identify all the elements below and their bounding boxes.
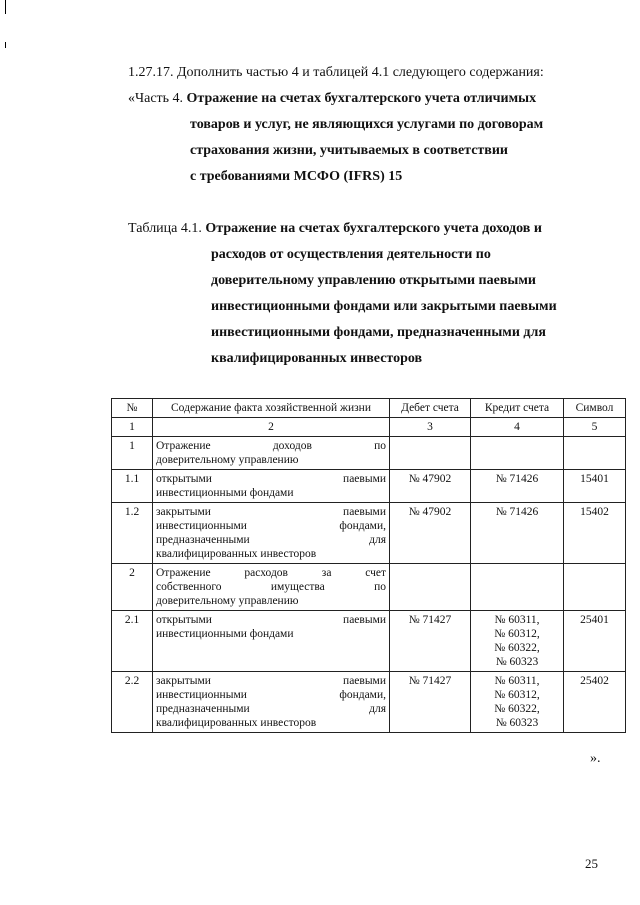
table-row	[112, 611, 626, 672]
description-line: закрытыми паевыми	[156, 675, 386, 687]
accounting-table	[111, 398, 626, 733]
header-symbol: Символ	[564, 399, 626, 418]
row-credit	[471, 672, 564, 733]
part-prefix: «Часть 4.	[128, 91, 184, 106]
column-number: 4	[471, 418, 564, 437]
credit-account: № 60311,	[494, 614, 540, 626]
description-line: доверительному управлению	[156, 454, 299, 466]
description-line: инвестиционными фондами	[156, 487, 294, 499]
description-line: инвестиционными фондами	[156, 628, 294, 640]
part-heading	[128, 90, 536, 108]
description-line: открытыми паевыми	[156, 614, 386, 626]
row-description	[153, 437, 390, 470]
row-debit: № 71427	[390, 672, 471, 733]
credit-account: № 60312,	[494, 628, 540, 640]
table-title-line: инвестиционными фондами или закрытыми паевыми	[211, 299, 557, 314]
row-debit	[390, 564, 471, 611]
header-number: №	[112, 399, 153, 418]
row-credit	[471, 470, 564, 503]
description-line: Отражение доходов по	[156, 440, 386, 452]
table-title-line: Отражение на счетах бухгалтерского учета доходов и	[205, 221, 542, 236]
header-description: Содержание факта хозяйственной жизни	[153, 399, 390, 418]
description-line: Отражение расходов за счет	[156, 567, 386, 579]
table-row	[112, 672, 626, 733]
credit-account: № 60323	[495, 717, 539, 729]
row-debit	[390, 437, 471, 470]
description-line: собственного имущества по	[156, 581, 386, 593]
row-credit	[471, 564, 564, 611]
row-number: 1.1	[112, 470, 153, 503]
row-debit: № 47902	[390, 503, 471, 564]
row-number: 2.1	[112, 611, 153, 672]
row-number: 1	[112, 437, 153, 470]
row-description	[153, 611, 390, 672]
description-line: инвестиционными фондами,	[156, 520, 386, 532]
header-credit: Кредит счета	[471, 399, 564, 418]
row-debit: № 71427	[390, 611, 471, 672]
row-credit	[471, 437, 564, 470]
table-row	[112, 503, 626, 564]
table-title-prefix: Таблица 4.1.	[128, 221, 202, 236]
scan-mark	[5, 0, 6, 14]
closing-quote: ».	[590, 751, 601, 766]
table-title-line: инвестиционными фондами, предназначенными для	[211, 325, 546, 340]
row-number: 1.2	[112, 503, 153, 564]
row-symbol: 15401	[564, 470, 626, 503]
row-description	[153, 672, 390, 733]
column-number: 2	[153, 418, 390, 437]
part-title-line: с требованиями МСФО (IFRS) 15	[190, 169, 403, 184]
intro-paragraph: 1.27.17. Дополнить частью 4 и таблицей 4.1 следующего содержания:	[128, 65, 544, 80]
row-description	[153, 503, 390, 564]
description-line: открытыми паевыми	[156, 473, 386, 485]
row-symbol	[564, 437, 626, 470]
table-title-line: квалифицированных инвесторов	[211, 351, 423, 366]
credit-account: № 60322,	[494, 703, 540, 715]
description-line: квалифицированных инвесторов	[156, 717, 317, 729]
row-description	[153, 470, 390, 503]
credit-account: № 71426	[495, 473, 539, 485]
table-row	[112, 437, 626, 470]
description-line: предназначенными для	[156, 534, 386, 546]
scan-mark	[5, 42, 6, 48]
credit-account: № 60311,	[494, 675, 540, 687]
description-line: предназначенными для	[156, 703, 386, 715]
part-title-line: страхования жизни, учитываемых в соответствии	[190, 143, 508, 158]
credit-account: № 60323	[495, 656, 539, 668]
column-number: 1	[112, 418, 153, 437]
row-symbol	[564, 564, 626, 611]
table-row	[112, 564, 626, 611]
row-credit	[471, 503, 564, 564]
column-number: 5	[564, 418, 626, 437]
table-row	[112, 470, 626, 503]
table-title	[128, 220, 542, 238]
header-debit: Дебет счета	[390, 399, 471, 418]
credit-account: № 60322,	[494, 642, 540, 654]
row-number: 2	[112, 564, 153, 611]
row-symbol: 25401	[564, 611, 626, 672]
row-description	[153, 564, 390, 611]
table-header-row	[112, 399, 626, 418]
description-line: квалифицированных инвесторов	[156, 548, 317, 560]
description-line: доверительному управлению	[156, 595, 299, 607]
row-symbol: 15402	[564, 503, 626, 564]
page-number: 25	[585, 856, 598, 871]
row-symbol: 25402	[564, 672, 626, 733]
table-title-line: расходов от осуществления деятельности по	[211, 247, 491, 262]
part-title-line: товаров и услуг, не являющихся услугами по договорам	[190, 117, 544, 132]
table-title-line: доверительному управлению открытыми паевыми	[211, 273, 536, 288]
description-line: закрытыми паевыми	[156, 506, 386, 518]
row-debit: № 47902	[390, 470, 471, 503]
table-column-numbers-row	[112, 418, 626, 437]
part-title-line: Отражение на счетах бухгалтерского учета отличимых	[186, 91, 537, 106]
credit-account: № 71426	[495, 506, 539, 518]
row-number: 2.2	[112, 672, 153, 733]
row-credit	[471, 611, 564, 672]
credit-account: № 60312,	[494, 689, 540, 701]
description-line: инвестиционными фондами,	[156, 689, 386, 701]
column-number: 3	[390, 418, 471, 437]
